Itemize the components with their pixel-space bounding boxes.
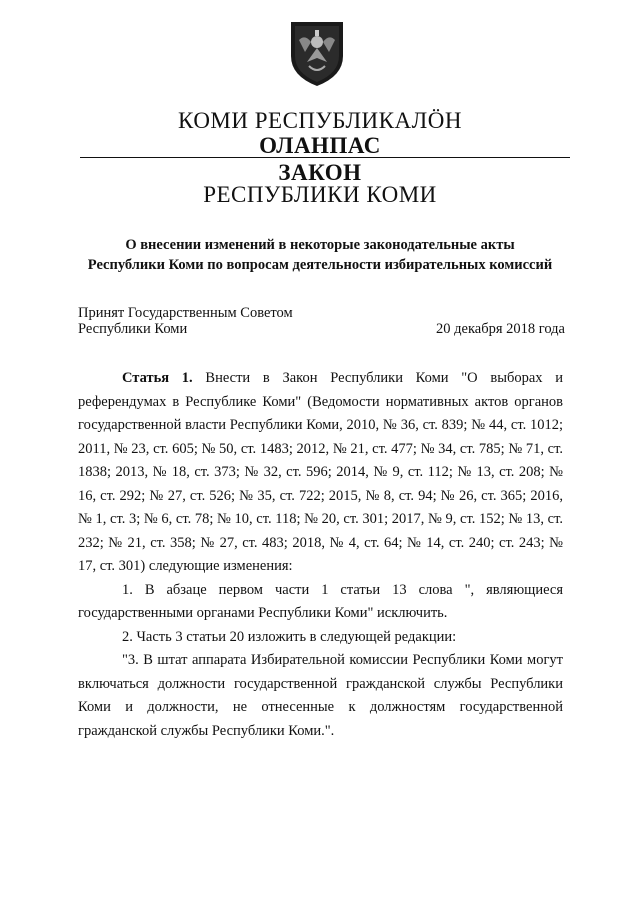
header-komi-line: КОМИ РЕСПУБЛИКАЛÖН xyxy=(178,108,462,133)
item-2-quote: "3. В штат аппарата Избирательной комиссии Республики Коми могут включаться должности государственной гражданской службы Республики Коми и должности, не отнесенные к должностям государственной гражданской службы Республики Коми.". xyxy=(78,652,563,739)
adopted-line-2: Республики Коми xyxy=(78,321,188,337)
article-1-paragraph xyxy=(78,367,563,579)
subject-line-2: Республики Коми по вопросам деятельности избирательных комиссий xyxy=(87,257,553,273)
coat-of-arms-icon xyxy=(285,18,349,88)
header-olanpas: ОЛАНПАС xyxy=(259,133,381,158)
article-1-text: Внести в Закон Республики Коми "О выборах и референдумах в Республике Коми" (Ведомости нормативных актов органов государственной власти Республики Коми, 2010, № 36, ст. 839; № 44, ст. 1012; 2011, № 23, ст. 605; № 50, ст. 1483; 2012, № 21, ст. 477; № 34, ст. 785; № 71, ст. 1838; 2013, № 18, ст. 373; № 32, ст. 596; 2014, № 9, ст. 112; № 13, ст. 208; № 16, ст. 292; № 27, ст. 526; № 35, ст. 722; 2015, № 8, ст. 94; № 26, ст. 365; 2016, № 1, ст. 3; № 6, ст. 78; № 10, ст. 118; № 20, ст. 301; 2017, № 9, ст. 152; № 13, ст. 232; № 21, ст. 358; № 27, ст. 483; 2018, № 4, ст. 64; № 14, ст. 240; ст. 243; № 17, ст. 301) следующие изменения: xyxy=(78,370,564,574)
item-2: 2. Часть 3 статьи 20 изложить в следующей редакции: xyxy=(122,628,457,645)
item-1: 1. В абзаце первом части 1 статьи 13 слова ", являющиеся государственными органами Республики Коми" исключить. xyxy=(78,581,563,621)
header-zakon: ЗАКОН xyxy=(278,160,362,185)
document-body xyxy=(78,367,563,743)
header-divider xyxy=(80,157,570,158)
article-1-label: Статья 1. xyxy=(122,370,193,386)
header-republic: РЕСПУБЛИКИ КОМИ xyxy=(203,182,437,207)
document-subject xyxy=(60,235,580,275)
adopted-by xyxy=(78,305,293,337)
adopted-line-1: Принят Государственным Советом xyxy=(78,305,293,321)
subject-line-1: О внесении изменений в некоторые законодательные акты xyxy=(125,237,515,253)
adopted-date: 20 декабря 2018 года xyxy=(436,321,565,337)
